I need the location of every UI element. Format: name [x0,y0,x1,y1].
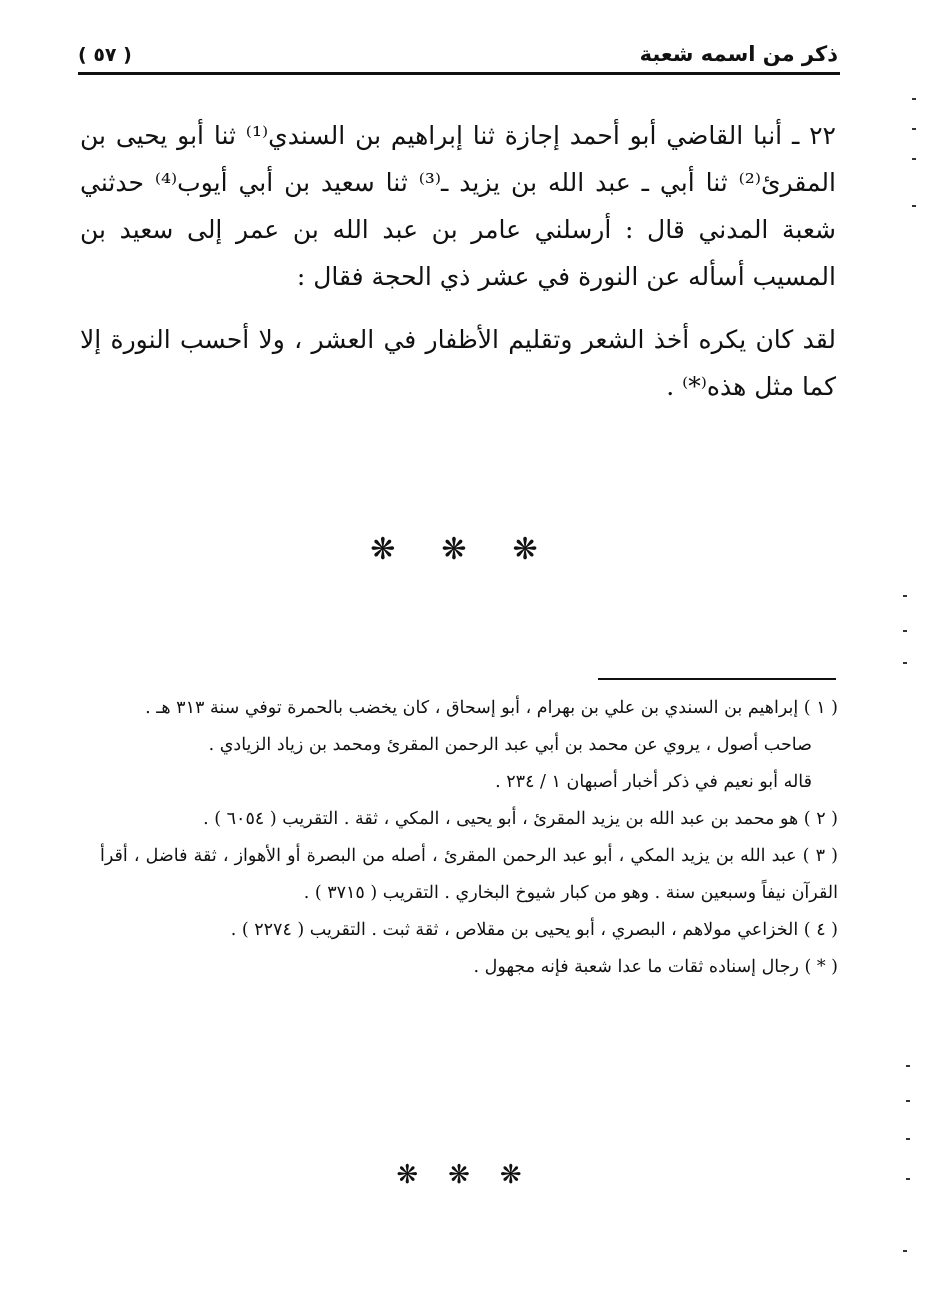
footnotes [100,690,838,986]
header-rule [78,72,840,75]
page-number: ( ٥٧ ) [78,44,132,66]
scan-margin-mark [906,1065,910,1067]
section-separator-asterisks: ❋❋❋ [370,532,584,567]
scan-margin-mark [903,1250,907,1252]
scan-margin-mark [906,1138,910,1140]
footnote-1-continuation: صاحب أصول ، يروي عن محمد بن أبي عبد الرحمن المقرئ ومحمد بن زياد الزيادي . [208,735,812,755]
scan-margin-mark [912,98,916,100]
scan-margin-mark [912,205,916,207]
scan-margin-mark [906,1100,910,1102]
footnote-1-source: قاله أبو نعيم في ذكر أخبار أصبهان ١ / ٢٣٤ . [495,772,812,792]
main-text [80,112,836,410]
footnote-2: ( ٢ ) هو محمد بن عبد الله بن يزيد المقرئ ، أبو يحيى ، المكي ، ثقة . التقريب ( ٦٠٥٤ ) . [203,809,838,829]
footnote-4: ( ٤ ) الخزاعي مولاهم ، البصري ، أبو يحيى بن مقلاص ، ثقة ثبت . التقريب ( ٢٢٧٤ ) . [230,920,838,940]
scan-margin-mark [903,662,907,664]
footnote-asterisk: ( * ) رجال إسناده ثقات ما عدا شعبة فإنه مجهول . [473,957,838,977]
hadith-paragraph: ٢٢ ـ أنبا القاضي أبو أحمد إجازة ثنا إبراهيم بن السندي⁽¹⁾ ثنا أبو يحيى بن المقرئ⁽²⁾ ثنا أبي ـ عبد الله بن يزيد ـ⁽³⁾ ثنا سعيد بن أبي أيوب⁽⁴⁾ حدثني شعبة المدني قال : أرسلني عامر بن عبد الله بن عمر إلى سعيد بن المسيب أسأله عن النورة في عشر ذي الحجة فقال : [80,121,836,291]
scan-margin-mark [906,1178,910,1180]
end-separator-asterisks: ❋❋❋ [396,1160,552,1190]
footnote-3: ( ٣ ) عبد الله بن يزيد المكي ، أبو عبد الرحمن المقرئ ، أصله من البصرة أو الأهواز ، ثقة فاضل ، أقرأ القرآن نيفاً وسبعين سنة . وهو من كبار شيوخ البخاري . التقريب ( ٣٧١٥ ) . [100,846,839,903]
scan-margin-mark [912,158,916,160]
scan-margin-mark [912,128,916,130]
scan-margin-mark [903,630,907,632]
hadith-text-paragraph: لقد كان يكره أخذ الشعر وتقليم الأظفار في العشر ، ولا أحسب النورة إلا كما مثل هذه⁽*⁾ . [80,325,836,401]
scan-margin-mark [903,595,907,597]
running-header-title: ذكر من اسمه شعبة [639,42,838,66]
page-header [78,40,838,72]
footnote-rule [598,678,836,680]
footnote-1: ( ١ ) إبراهيم بن السندي بن علي بن بهرام ، أبو إسحاق ، كان يخضب بالحمرة توفي سنة ٣١٣ هـ . [145,698,838,718]
